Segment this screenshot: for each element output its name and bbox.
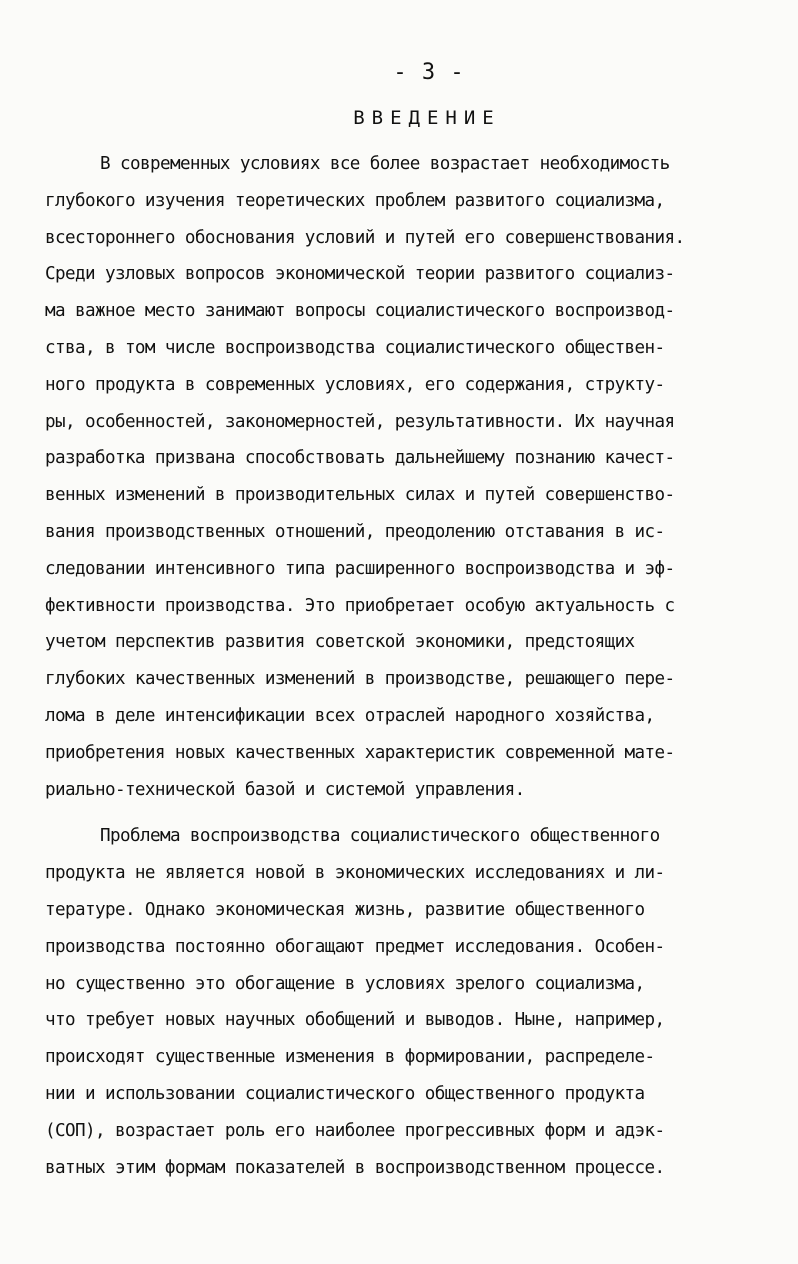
text-line: риально-технической базой и системой управления. xyxy=(45,779,525,800)
text-line: (СОП), возрастает роль его наиболее прогрессивных форм и адэк- xyxy=(45,1120,665,1141)
body-text xyxy=(45,146,760,1186)
paragraph-1 xyxy=(45,146,760,808)
paragraph-gap xyxy=(45,808,760,818)
text-line: производства постоянно обогащают предмет исследования. Особен- xyxy=(45,936,665,957)
page-number: - 3 - xyxy=(393,60,465,85)
text-line: ма важное место занимают вопросы социалистического воспроизвод- xyxy=(45,301,675,322)
text-line: происходят существенные изменения в формировании, распределе- xyxy=(45,1047,655,1068)
text-line: венных изменений в производительных силах и путей совершенство- xyxy=(45,485,675,506)
text-line: следовании интенсивного типа расширенного воспроизводства и эф- xyxy=(45,558,675,579)
text-line: всестороннего обоснования условий и путей его совершенствования. xyxy=(45,227,685,248)
text-line: ры, особенностей, закономерностей, результативности. Их научная xyxy=(45,411,675,432)
text-line: продукта не является новой в экономических исследованиях и ли- xyxy=(45,863,665,884)
text-line: Проблема воспроизводства социалистического общественного xyxy=(100,826,660,847)
text-line: глубокого изучения теоретических проблем развитого социализма, xyxy=(45,190,665,211)
text-line: ного продукта в современных условиях, его содержания, структу- xyxy=(45,374,665,395)
text-line: глубоких качественных изменений в производстве, решающего пере- xyxy=(45,669,675,690)
text-line: разработка призвана способствовать дальнейшему познанию качест- xyxy=(45,448,675,469)
section-title: ВВЕДЕНИЕ xyxy=(353,107,501,129)
text-line: тературе. Однако экономическая жизнь, развитие общественного xyxy=(45,899,645,920)
text-line: что требует новых научных обобщений и выводов. Ныне, например, xyxy=(45,1010,665,1031)
text-line: фективности производства. Это приобретает особую актуальность с xyxy=(45,595,675,616)
text-line: Среди узловых вопросов экономической теории развитого социализ- xyxy=(45,264,675,285)
text-line: ства, в том числе воспроизводства социалистического обществен- xyxy=(45,337,665,358)
text-line: приобретения новых качественных характеристик современной мате- xyxy=(45,742,675,763)
text-line: но существенно это обогащение в условиях зрелого социализма, xyxy=(45,973,645,994)
text-line: вания производственных отношений, преодолению отставания в ис- xyxy=(45,521,665,542)
text-line: учетом перспектив развития советской экономики, предстоящих xyxy=(45,632,635,653)
paragraph-2 xyxy=(45,818,760,1186)
text-line: лома в деле интенсификации всех отраслей народного хозяйства, xyxy=(45,705,655,726)
text-line: нии и использовании социалистического общественного продукта xyxy=(45,1083,645,1104)
text-line: В современных условиях все более возрастает необходимость xyxy=(100,154,670,174)
text-line: ватных этим формам показателей в воспроизводственном процессе. xyxy=(45,1157,665,1178)
